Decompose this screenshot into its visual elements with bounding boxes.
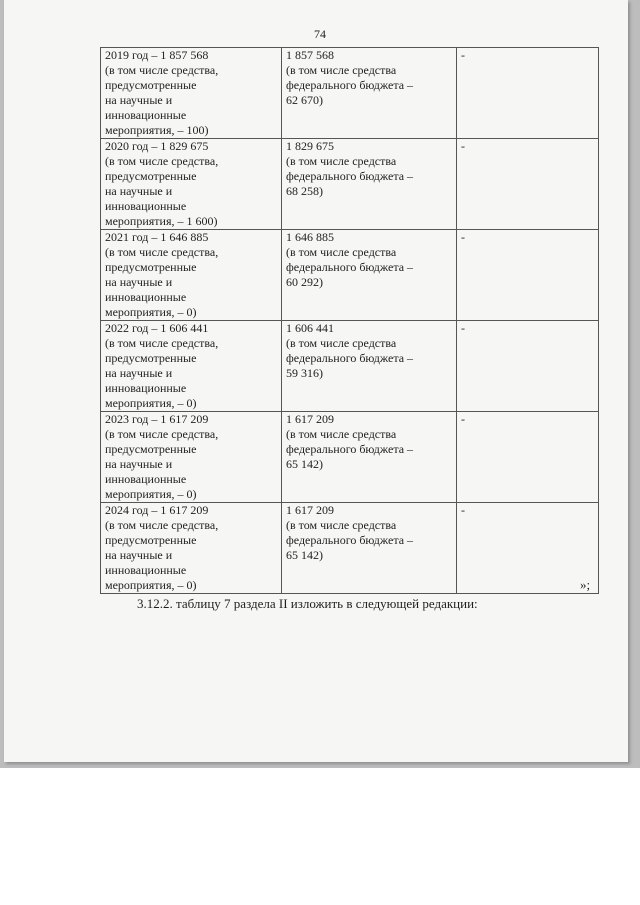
cell-line: мероприятия, – 0) [105,396,197,410]
cell-line: предусмотренные [105,533,197,547]
cell-line: (в том числе средства [286,154,397,168]
cell-line: федерального бюджета – [286,78,414,92]
cell-line: на научные и [105,548,173,562]
table-row [101,503,599,594]
cell-line: мероприятия, – 0) [105,578,197,592]
cell-line: 1 829 675 [286,139,334,153]
budget-funding-cell [282,230,457,321]
cell-line: 1 646 885 [286,230,334,244]
other-funding-cell: - [457,139,599,230]
cell-line: инновационные [105,199,187,213]
cell-line: (в том числе средства [286,63,397,77]
budget-funding-cell [282,503,457,594]
cell-line: (в том числе средства, [105,518,219,532]
page-number: 74 [314,27,326,41]
cell-line: инновационные [105,108,187,122]
cell-line: 2021 год – 1 646 885 [105,230,209,244]
cell-line: инновационные [105,472,187,486]
closing-quote: »; [580,577,591,592]
cell-line: предусмотренные [105,351,197,365]
table-row [101,321,599,412]
total-funding-cell [101,412,282,503]
total-funding-cell [101,321,282,412]
cell-line: 1 857 568 [286,48,334,62]
cell-line: 65 142) [286,457,323,471]
budget-funding-cell [282,139,457,230]
table-row [101,412,599,503]
cell-line: предусмотренные [105,78,197,92]
cell-line: 2023 год – 1 617 209 [105,412,209,426]
cell-line: на научные и [105,184,173,198]
total-funding-cell [101,139,282,230]
cell-line: инновационные [105,290,187,304]
cell-line: федерального бюджета – [286,260,414,274]
cell-line: федерального бюджета – [286,351,414,365]
cell-line: 2024 год – 1 617 209 [105,503,209,517]
cell-line: на научные и [105,93,173,107]
cell-line: 59 316) [286,366,323,380]
other-funding-cell: - [457,230,599,321]
cell-line: предусмотренные [105,442,197,456]
other-funding-cell: - [457,503,599,594]
cell-line: федерального бюджета – [286,442,414,456]
cell-line: 60 292) [286,275,323,289]
cell-line: (в том числе средства [286,518,397,532]
budget-funding-cell [282,321,457,412]
cell-line: (в том числе средства, [105,245,219,259]
total-funding-cell [101,503,282,594]
cell-line: (в том числе средства [286,427,397,441]
cell-line: 68 258) [286,184,323,198]
cell-line: 1 617 209 [286,503,334,517]
cell-line: (в том числе средства [286,245,397,259]
cell-line: 62 670) [286,93,323,107]
table-row [101,139,599,230]
cell-line: (в том числе средства, [105,336,219,350]
cell-line: федерального бюджета – [286,533,414,547]
cell-line: федерального бюджета – [286,169,414,183]
other-funding-cell: - [457,48,599,139]
cell-line: на научные и [105,366,173,380]
funding-table-body [101,48,599,594]
cell-line: инновационные [105,381,187,395]
cell-line: мероприятия, – 0) [105,305,197,319]
budget-funding-cell [282,412,457,503]
cell-line: мероприятия, – 0) [105,487,197,501]
cell-line: (в том числе средства, [105,427,219,441]
cell-line: 2019 год – 1 857 568 [105,48,209,62]
cell-line: мероприятия, – 100) [105,123,209,137]
cell-line: (в том числе средства, [105,63,219,77]
cell-line: (в том числе средства [286,336,397,350]
table-row [101,48,599,139]
cell-line: (в том числе средства, [105,154,219,168]
cell-line: на научные и [105,275,173,289]
other-funding-cell: - [457,412,599,503]
cell-line: предусмотренные [105,169,197,183]
instruction-text: 3.12.2. таблицу 7 раздела II изложить в следующей редакции: [137,596,478,611]
funding-table [100,47,599,594]
other-funding-cell: - [457,321,599,412]
cell-line: 2022 год – 1 606 441 [105,321,209,335]
cell-line: инновационные [105,563,187,577]
table-row [101,230,599,321]
total-funding-cell [101,48,282,139]
cell-line: мероприятия, – 1 600) [105,214,218,228]
cell-line: 2020 год – 1 829 675 [105,139,209,153]
cell-line: 65 142) [286,548,323,562]
total-funding-cell [101,230,282,321]
cell-line: 1 617 209 [286,412,334,426]
budget-funding-cell [282,48,457,139]
cell-line: предусмотренные [105,260,197,274]
cell-line: на научные и [105,457,173,471]
cell-line: 1 606 441 [286,321,334,335]
